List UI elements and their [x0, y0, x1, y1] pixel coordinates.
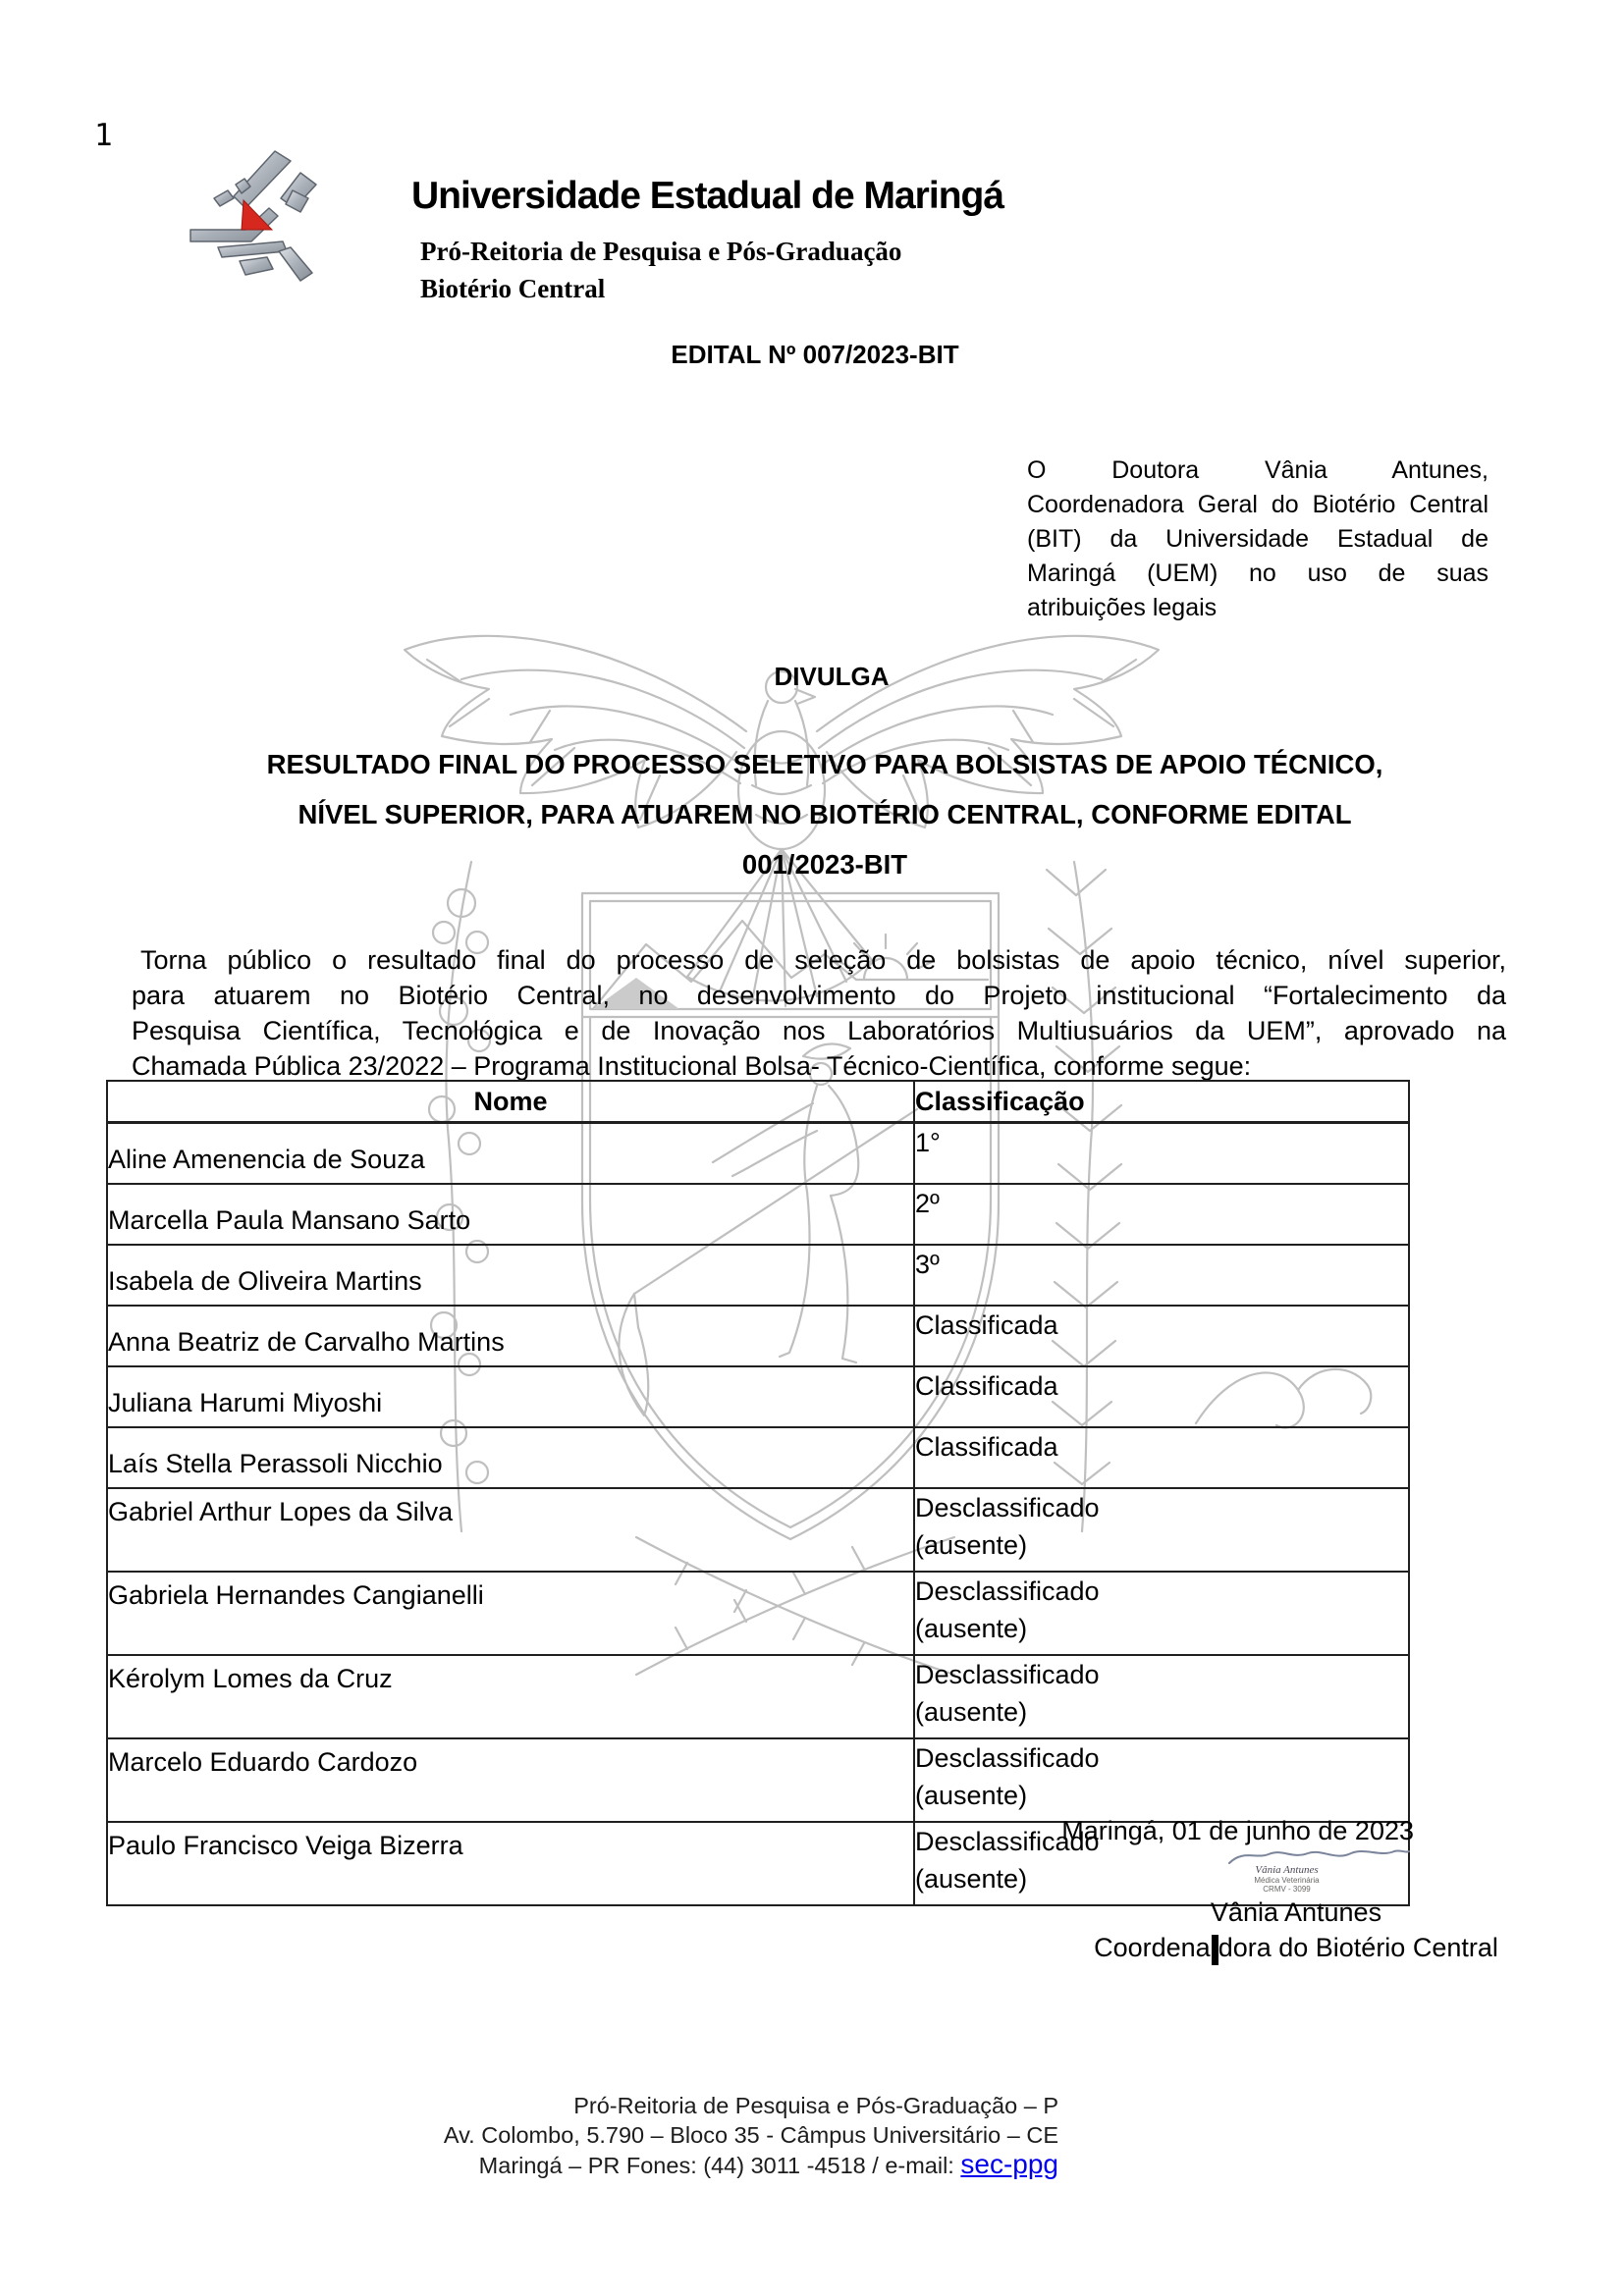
table-row — [107, 1366, 1409, 1427]
classification-cell — [914, 1123, 1409, 1185]
body-line: Pesquisa Científica, Tecnológica e de Inovação nos Laboratórios Multiusuários da UEM”, aprovado na — [132, 1016, 1506, 1045]
classification-value: Desclassificado — [915, 1827, 1100, 1856]
results-table — [106, 1080, 1410, 1906]
footer-line: Pró-Reitoria de Pesquisa e Pós-Graduação – P — [573, 2093, 1058, 2118]
table-row — [107, 1572, 1409, 1655]
candidate-name: Marcelo Eduardo Cardozo — [107, 1738, 914, 1822]
preamble-line: Coordenadora Geral do Biotério Central — [1027, 491, 1489, 518]
classification-value: Desclassificado — [915, 1660, 1100, 1689]
table-row — [107, 1738, 1409, 1822]
university-name: Universidade Estadual de Maringá — [411, 175, 1004, 217]
result-title-line: RESULTADO FINAL DO PROCESSO SELETIVO PARA BOLSISTAS DE APOIO TÉCNICO, — [266, 749, 1383, 779]
classification-value: 2º — [915, 1189, 940, 1218]
unit-name: Biotério Central — [420, 274, 606, 303]
classification-note: (ausente) — [915, 1697, 1028, 1727]
column-header-classificacao: Classificação — [914, 1081, 1409, 1123]
classification-value: 1° — [915, 1128, 941, 1157]
stamp-title: Médica Veterinária — [1254, 1876, 1320, 1885]
classification-value: 3º — [915, 1250, 940, 1279]
classification-note: (ausente) — [915, 1864, 1028, 1894]
body-line: Torna público o resultado final do processo de seleção de bolsistas de apoio técnico, nível superior, — [140, 945, 1506, 975]
department-name: Pró-Reitoria de Pesquisa e Pós-Graduação — [420, 237, 902, 266]
table-row — [107, 1306, 1409, 1366]
classification-note: (ausente) — [915, 1781, 1028, 1810]
table-row — [107, 1427, 1409, 1488]
candidate-name: Aline Amenencia de Souza — [107, 1123, 914, 1185]
classification-cell — [914, 1306, 1409, 1366]
classification-note: (ausente) — [915, 1530, 1028, 1560]
divulga-heading: DIVULGA — [774, 662, 890, 691]
page-footer — [295, 2091, 1058, 2180]
classification-value: Desclassificado — [915, 1576, 1100, 1606]
classification-note: (ausente) — [915, 1614, 1028, 1643]
signatory-role-text: Coordena — [1094, 1933, 1211, 1962]
classification-value: Classificada — [915, 1310, 1058, 1340]
footer-line — [295, 2150, 1058, 2180]
classification-cell — [914, 1572, 1409, 1655]
column-header-nome: Nome — [107, 1081, 914, 1123]
candidate-name: Isabela de Oliveira Martins — [107, 1245, 914, 1306]
table-row — [107, 1184, 1409, 1245]
signatory-role-text: dora do Biotério Central — [1218, 1933, 1498, 1962]
footer-line: Av. Colombo, 5.790 – Bloco 35 - Câmpus Universitário – CE — [443, 2122, 1058, 2148]
edital-title: EDITAL Nº 007/2023-BIT — [671, 340, 959, 369]
classification-cell — [914, 1184, 1409, 1245]
classification-cell — [914, 1488, 1409, 1572]
page-number: 1 — [94, 118, 113, 153]
signatory-name: Vânia Antunes — [1210, 1897, 1382, 1927]
candidate-name: Marcella Paula Mansano Sarto — [107, 1184, 914, 1245]
classification-cell — [914, 1738, 1409, 1822]
candidate-name: Kérolym Lomes da Cruz — [107, 1655, 914, 1738]
preamble-line: (BIT) da Universidade Estadual de — [1027, 525, 1489, 553]
signatory-role — [1001, 1933, 1591, 1963]
candidate-name: Laís Stella Perassoli Nicchio — [107, 1427, 914, 1488]
result-title-line: NÍVEL SUPERIOR, PARA ATUAREM NO BIOTÉRIO CENTRAL, CONFORME EDITAL — [298, 799, 1352, 829]
body-paragraph — [132, 942, 1506, 1084]
candidate-name: Gabriel Arthur Lopes da Silva — [107, 1488, 914, 1572]
classification-value: Classificada — [915, 1371, 1058, 1401]
candidate-name: Anna Beatriz de Carvalho Martins — [107, 1306, 914, 1366]
preamble-line: atribuições legais — [1027, 594, 1218, 621]
classification-cell — [914, 1655, 1409, 1738]
date-line: Maringá, 01 de junho de 2023 — [1061, 1816, 1414, 1845]
table-header-row — [107, 1081, 1409, 1123]
result-title — [0, 739, 1624, 889]
stamp-registry: CRMV - 3099 — [1263, 1885, 1311, 1894]
text-cursor — [1212, 1935, 1218, 1965]
signature-stamp-text — [1216, 1864, 1358, 1894]
classification-value: Desclassificado — [915, 1493, 1100, 1522]
table-row — [107, 1655, 1409, 1738]
body-line: Chamada Pública 23/2022 – Programa Institucional Bolsa- Técnico-Científica, conforme segue: — [132, 1051, 1252, 1081]
preamble-line: Maringá (UEM) no uso de suas — [1027, 560, 1489, 587]
table-row — [107, 1488, 1409, 1572]
candidate-name: Gabriela Hernandes Cangianelli — [107, 1572, 914, 1655]
body-line: para atuarem no Biotério Central, no desenvolvimento do Projeto institucional “Fortalecimento da — [132, 981, 1506, 1010]
table-row — [107, 1245, 1409, 1306]
stamp-name: Vânia Antunes — [1255, 1864, 1319, 1876]
footer-contact-text: Maringá – PR Fones: (44) 3011 -4518 / e-mail: — [478, 2153, 961, 2178]
email-link[interactable]: sec-ppg — [960, 2149, 1058, 2179]
uem-logo — [185, 147, 324, 290]
preamble-paragraph — [1027, 454, 1489, 625]
classification-cell — [914, 1427, 1409, 1488]
classification-cell — [914, 1245, 1409, 1306]
candidate-name: Juliana Harumi Miyoshi — [107, 1366, 914, 1427]
classification-value: Classificada — [915, 1432, 1058, 1462]
candidate-name: Paulo Francisco Veiga Bizerra — [107, 1822, 914, 1905]
result-title-line: 001/2023-BIT — [741, 849, 908, 880]
classification-value: Desclassificado — [915, 1743, 1100, 1773]
preamble-line: O Doutora Vânia Antunes, — [1027, 456, 1489, 484]
classification-cell — [914, 1366, 1409, 1427]
table-row — [107, 1123, 1409, 1185]
